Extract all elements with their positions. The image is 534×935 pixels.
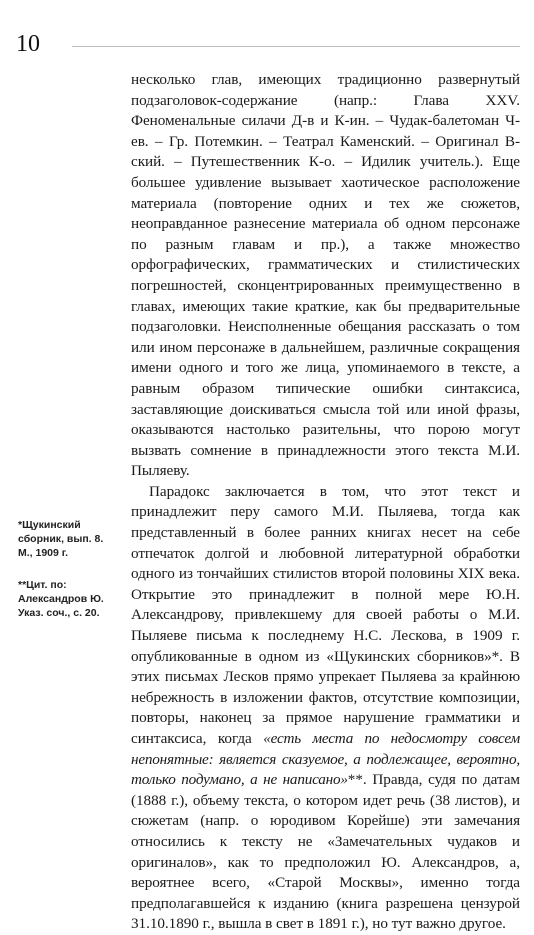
paragraph-1: несколько глав, имеющих традиционно развернутый подзаголовок-содержание (напр.: Глава XXV. Феноменальные силачи Д-в и К-ин. – Чудак-балетоман Ч-ев. – Гр. Потемкин. – Театрал Каменский. – Оригинал В-ский. – Путешественник К-о. – Идилик учитель.). Еще большее удивление вызывает хаотическое расположение материала (повторение одних и тех же сюжетов, неоправданное разнесение материала об одном персонаже по разным главам и пр.), а также множество орфографических, грамматических и стилистических погрешностей, сконцентрированных преимущественно в главах, имеющих такие краткие, как бы предварительные подзаголовки. Неисполненные обещания рассказать о том или ином персонаже в дальнейшем, различные сокращения имени одного и того же лица, упоминаемого в тексте, а равным образом типические ошибки синтаксиса, заставляющие доискиваться смысла той или иной фразы, оказываются настолько разительны, что порою могут вызвать сомнение в принадлежности этого текста М.И. Пыляеву. — [131, 71, 520, 480]
paragraph-2-part-1: Парадокс заключается в том, что этот текст и принадлежит перу самого М.И. Пыляева, тогда как представленный в более ранних книгах несет на себе отпечаток долгой и любовной литературной обработки одного из тончайших стилистов второй половины XIX века. Открытие это принадлежит в полной мере Ю.Н. Александрову, привлекшему для своей работы о М.И. Пыляеве письма к последнему Н.С. Лескова, в 1909 г. опубликованные в одном из «Щукинских сборников»*. В этих письмах Лесков прямо упрекает Пыляева за крайнюю небрежность в изложении фактов, отсутствие композиции, повторы, наконец за прямое нарушение грамматики и синтаксиса, когда — [131, 482, 520, 747]
footnote-1-line: сборник, вып. 8. — [18, 533, 104, 545]
main-text — [131, 70, 520, 935]
footnote-2-line: Указ. соч., с. 20. — [18, 607, 100, 619]
footnote-1-line: М., 1909 г. — [18, 547, 69, 559]
footnote-2 — [18, 578, 126, 620]
footnote-2-line: Александров Ю. — [18, 593, 104, 605]
paragraph-2 — [131, 482, 520, 935]
footnote-1 — [18, 518, 126, 560]
footnote-1-line: *Щукинский — [18, 519, 81, 531]
page-number: 10 — [16, 31, 40, 57]
paragraph-2-part-2: **. Правда, судя по датам (1888 г.), объему текста, о котором идет речь (38 листов), и сюжетам (напр. о юродивом Корейше) эти замечания относились к тексту не «Замечательных чудаков и оригиналов», как то предположил Ю. Александров, а, вероятнее всего, «Старой Москвы», именно тогда предполагавшейся к изданию (книга разрешена цензурой 31.10.1890 г., вышла в свет в 1891 г.), но тут важно другое. — [131, 771, 520, 933]
leskov-quote: «есть места по недосмотру совсем непонятные: является сказуемое, а подлежащее, вероятно, только подумано, а не написано» — [131, 730, 520, 789]
footnote-2-line: **Цит. по: — [18, 579, 67, 591]
header-rule — [72, 46, 520, 47]
